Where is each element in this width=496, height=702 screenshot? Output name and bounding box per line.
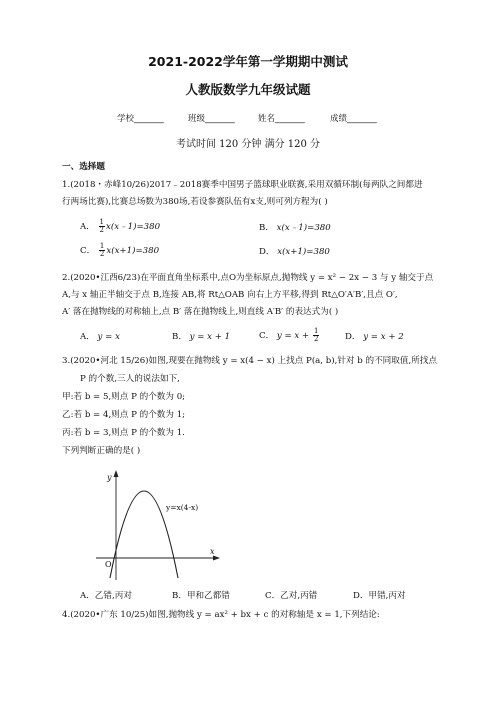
q2-option-d: D． y = x + 2 xyxy=(345,332,404,342)
q1-option-a-fraction: $\frac{1}{2}$ xyxy=(99,218,105,234)
q3-yi: 乙:若 b = 4,则点 P 的个数为 1; xyxy=(62,410,186,420)
exam-time: 考试时间 120 分钟 满分 120 分 xyxy=(175,139,321,150)
q2-line3: A′ 落在抛物线的对称轴上,点 B′ 落在抛物线上,则直线 A′B′ 的表达式为( ) xyxy=(62,307,339,317)
q3-ask: 下列判断正确的是( ) xyxy=(62,446,141,456)
q3-jia: 甲:若 b = 5,则点 P 的个数为 0; xyxy=(62,392,186,402)
q1-line1: 1.(2018・赤峰10/26)2017﹣2018赛季中国男子篮球职业联赛,采用双循环制(每两队之间都进 xyxy=(62,180,423,190)
q3-option-c: C．乙对,丙错 xyxy=(265,591,318,601)
q2-option-b: B． y = x + 1 xyxy=(172,332,231,342)
q2-option-a: A． y = x xyxy=(80,332,120,342)
score-field: 成绩_______ xyxy=(330,114,377,124)
x-axis-label: x xyxy=(210,547,215,556)
q1-option-c: C． $\frac{1}{2}$ x(x+1)=380 xyxy=(80,242,160,258)
y-axis-label: y xyxy=(107,473,112,482)
q2-line2: A,与 x 轴正半轴交于点 B,连接 AB,将 Rt△OAB 向右上方平移,得到 Rt△O′A′B′,且点 O′, xyxy=(62,290,398,300)
curve-label: y=x(4-x) xyxy=(166,503,199,512)
q1-option-c-fraction: $\frac{1}{2}$ xyxy=(99,242,105,258)
school-field: 学校_______ xyxy=(117,114,164,124)
q3-option-a: A．乙错,丙对 xyxy=(80,591,132,601)
q2-line1: 2.(2020•江西6/23)在平面直角坐标系中,点O为坐标原点,抛物线 y = x² − 2x − 3 与 y 轴交于点 xyxy=(62,273,434,283)
q3-line1: 3.(2020•河北 15/26)如图,现要在抛物线 y = x(4 − x) 上找点 P(a, b),针对 b 的不同取值,所找点 xyxy=(62,356,437,366)
section-heading: 一、选择题 xyxy=(62,162,105,172)
document-subtitle: 人教版数学九年级试题 xyxy=(185,82,311,97)
class-field: 班级_______ xyxy=(188,114,235,124)
q1-option-a: A． $\frac{1}{2}$ x(x﹣1)=380 xyxy=(80,218,161,234)
q4-line1: 4.(2020•广东 10/25)如图,抛物线 y = ax² + bx + c 的对称轴是 x = 1,下列结论: xyxy=(62,610,380,620)
q1-option-b: B． x(x﹣1)=380 xyxy=(259,223,331,233)
origin-label: O xyxy=(105,560,112,569)
q3-bing: 丙:若 b = 3,则点 P 的个数为 1. xyxy=(62,428,185,438)
q1-option-d: D． x(x+1)=380 xyxy=(259,247,330,257)
q2-option-c-fraction: $\frac{1}{2}$ xyxy=(313,327,319,343)
parabola-graph xyxy=(94,466,224,582)
q3-line2: P 的个数,三人的说法如下, xyxy=(80,374,180,384)
q3-option-d: D．甲错,丙对 xyxy=(353,591,406,601)
document-title: 2021-2022学年第一学期期中测试 xyxy=(148,54,348,69)
name-field: 姓名_______ xyxy=(258,114,305,124)
x-axis-arrow xyxy=(213,556,220,561)
q2-option-c: C． y = x + $\frac{1}{2}$ xyxy=(259,327,319,343)
q1-line2: 行两场比赛),比赛总场数为380场,若设参赛队伍有x支,则可列方程为( ) xyxy=(62,197,328,207)
y-axis-arrow xyxy=(114,470,119,477)
q3-option-b: B．甲和乙都错 xyxy=(172,591,230,601)
